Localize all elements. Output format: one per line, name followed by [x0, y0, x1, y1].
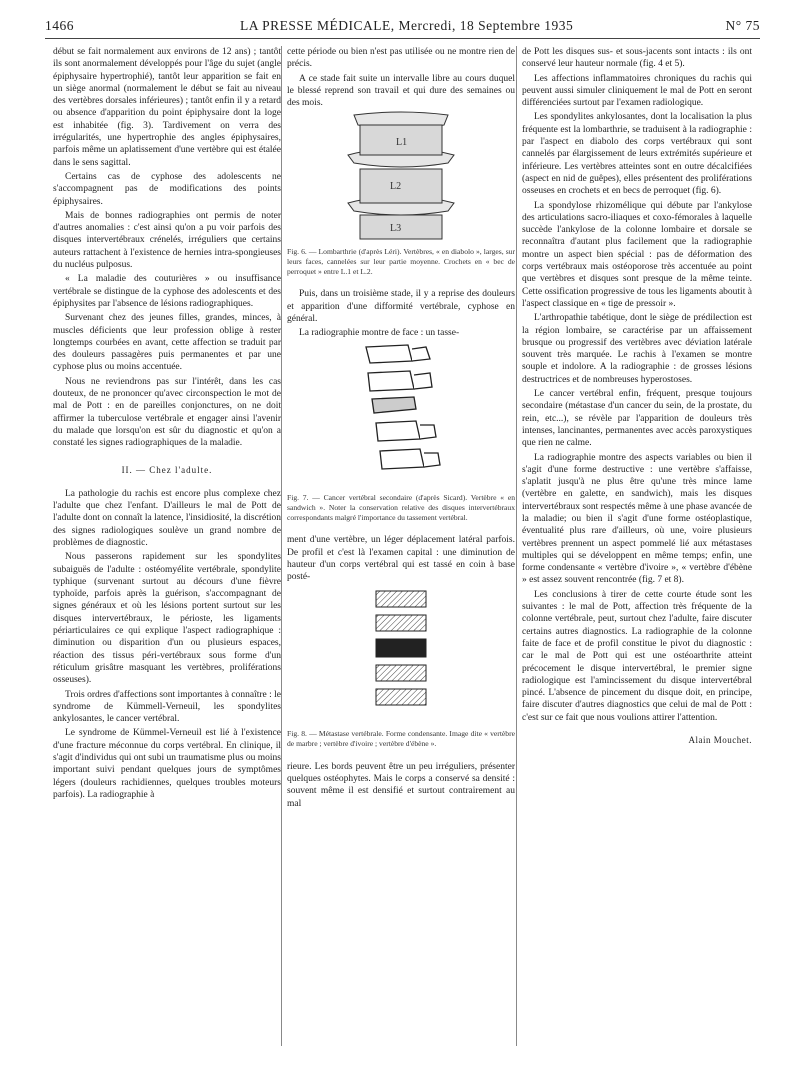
- running-header: [45, 14, 760, 36]
- author-signature: Alain Mouchet.: [688, 735, 752, 746]
- paragraph: La radiographie montre de face : un tasse-: [299, 328, 460, 339]
- paragraph: Les spondylites ankylosantes, dont la localisation la plus fréquente est la lombarthrie, se traduisent à la radiographie : par l'aspect en diabolo des corps vertébraux qui sont cannelés par élargissement de leurs extrémités supérieure et inférieure. Les vertèbres atteintes sont en outre décalcifiées (aspect en nid de guêpes), elles présentent des proliférations osseuses en crochets et en becs de perroquet (fig. 6).: [522, 112, 752, 197]
- figure-7-spine: [346, 341, 456, 489]
- paragraph: Le cancer vertébral enfin, fréquent, presque toujours secondaire (métastase d'un cancer du sein, de la prostate, du rein, etc...), se révèle par l'apparition de douleurs très intenses, lancinantes, permanentes avec accès paroxystiques que rien ne calme.: [522, 389, 752, 449]
- paragraph: Les affections inflammatoires chroniques du rachis qui peuvent aussi simuler cliniquement le mal de Pott en seront différenciées surtout par l'examen radiologique.: [522, 73, 752, 109]
- page-number: 1466: [45, 18, 74, 33]
- figure-6-caption: Fig. 6. — Lombarthrie (d'après Léri). Vertèbres, « en diabolo », larges, sur leurs faces, cannelées sur leur partie moyenne. Crochets en « bec de perroquet » entre L.1 et L.2.: [287, 247, 515, 276]
- paragraph: début se fait normalement aux environs de 12 ans) ; tantôt ils sont anormalement développés pour l'âge du sujet (angle épiphysaire hypertrophié), tantôt leur apparition se fait en un siège anormal (normalement le début se fait au niveau des vertèbres dorsales inférieures) ; tantôt enfin il y a retard ou absence d'apparition du point épiphysaire dont la loge est inhabitée (fig. 3). Tardivement on verra des irrégularités, une hypertrophie des angles épiphysaires, parfois même un aplatissement d'une vertèbre qui est étalée dans le sens sagittal.: [53, 47, 281, 168]
- paragraph: Les conclusions à tirer de cette courte étude sont les suivantes : le mal de Pott, affection très fréquente de la colonne vertébrale, peut, surtout chez l'adulte, faire discuter certains autres diagnostics. La radiographie de la colonne faite de face et de profil constitue le pivot du diagnostic : car le mal de Pott qui est une ostéoarthrite atteint précocement le disque intervertébral, le premier signe radiologique est l'amincissement du disque intervertébral pincé. L'absence de pincement du disque doit, en principe, faire discuter d'autres diagnostics que celui de mal de Pott : c'est sur ce fait que nous voulions attirer l'attention.: [522, 589, 752, 723]
- paragraph: Mais de bonnes radiographies ont permis de noter d'autres anomalies : c'est ainsi qu'on a pu voir parfois des disques intervertébraux crénelés, irréguliers que certains auteurs rattachent à l'existence de hernies intra-spongieuses du nucléus pulposus.: [53, 210, 281, 271]
- vertebra-label-l3: L3: [390, 223, 402, 235]
- paragraph: Survenant chez des jeunes filles, grandes, minces, à muscles déficients que leur profession oblige à rester longtemps courbées en avant, cette affection se traduit par des douleurs passagères puis permanentes et par une cyphose plus ou moins accentuée.: [53, 313, 281, 373]
- column-1: [53, 46, 281, 803]
- column-3: [522, 46, 752, 748]
- vertebra-label-l1: L1: [396, 137, 408, 149]
- figure-8-spine: [346, 585, 456, 725]
- paragraph: ment d'une vertèbre, un léger déplacement latéral parfois. De profil et c'est là l'examen capital : une diminution de hauteur d'un corps vertébral qui est tassé en coin à base posté-: [287, 535, 515, 583]
- figure-6-lombarthrie: [326, 111, 476, 243]
- paragraph: Certains cas de cyphose des adolescents ne s'accompagnent pas de modifications des points épiphysaires.: [53, 171, 281, 207]
- figure-8-caption: Fig. 8. — Métastase vertébrale. Forme condensante. Image dite « vertèbre de marbre ; vertèbre d'ivoire ; vertèbre d'ébène ».: [287, 729, 515, 749]
- paragraph: cette période ou bien n'est pas utilisée ou ne montre rien de précis.: [287, 47, 515, 70]
- section-heading: II. — Chez l'adulte.: [121, 464, 213, 475]
- journal-title: LA PRESSE MÉDICALE, Mercredi, 18 Septembre 1935: [240, 18, 574, 33]
- paragraph: Nous passerons rapidement sur les spondylites subaiguës de l'adulte : ostéomyélite vertébrale, spondylite typhique (survenant surtout au décours d'une fièvre typhoïde, parfois après la guérison, s'accompagnant de signes généraux et où les lésions portent surtout sur les disques intervertébraux, le périoste, les ligaments périarticulaires ce qui explique l'aspect radiographique : diminution ou disparition d'un ou plusieurs espaces, réaction des tissus péri-vertébraux sous forme d'un réticulum grisâtre masquant les vertèbres, proliférations osseuses).: [53, 552, 281, 686]
- column-2: [287, 46, 515, 812]
- condensed-vertebra: [376, 639, 426, 657]
- paragraph: A ce stade fait suite un intervalle libre au cours duquel le blessé reprend son travail et qui dure des semaines ou des mois.: [287, 73, 515, 109]
- paragraph: Puis, dans un troisième stade, il y a reprise des douleurs et apparition d'une difformité vertébrale, cyphose en général.: [287, 289, 515, 324]
- figure-7-caption: Fig. 7. — Cancer vertébral secondaire (d'après Sicard). Vertèbre « en sandwich ». Noter la conservation relative des disques intervertébraux correspondants malgré l'importance du tassement vertébral.: [287, 493, 515, 522]
- column-divider: [516, 46, 517, 1046]
- paragraph: L'arthropathie tabétique, dont le siège de prédilection est la région lombaire, se caractérise par un affaissement brusque ou progressif des vertèbres avec déviation latérale souvent très marquée. Le rachis à l'examen se montre souple et indolore. A la radiographie : de grosses lésions destructrices et de nombreuses hyperostoses.: [522, 313, 752, 385]
- paragraph: La pathologie du rachis est encore plus complexe chez l'adulte que chez l'enfant. D'ailleurs le mal de Pott de l'adulte dont on connaît la latence, l'insidiosité, la discrétion des signes radiologiques soulève un grand nombre de problèmes de diagnostic.: [53, 488, 281, 548]
- vertebra-label-l2: L2: [390, 181, 402, 193]
- paragraph: de Pott les disques sus- et sous-jacents sont intacts : ils ont conservé leur hauteur normale (fig. 4 et 5).: [522, 47, 752, 70]
- header-rule: [45, 38, 760, 39]
- paragraph: La radiographie montre des aspects variables ou bien il s'agit d'une forme destructive : une vertèbre s'affaisse, s'aplatit jusqu'à ne plus être qu'une très mince lame (vertèbre en galette, en sandwich), mais les disques intervertébraux sont respectés même à une phase avancée de la maladie; ou bien il s'agit d'une forme ostéoplastique, éventualité plus rare d'ailleurs, où une, voire plusieurs vertèbres prennent un aspect pommelé lié aux métastases multiples qui se développent en même temps; enfin, une forme condensante « vertèbre d'ivoire », « vertèbre d'ébène » est assez souvent rencontrée (fig. 7 et 8).: [522, 452, 752, 586]
- paragraph: rieure. Les bords peuvent être un peu irréguliers, présenter quelques ostéophytes. Mais le corps a conservé sa densité : souvent même il est densifié et surtout contrairement au mal: [287, 761, 515, 809]
- paragraph: « La maladie des couturières » ou insuffisance vertébrale se distingue de la cyphose des adolescents et des épiphysites par l'absence de lésions radiographiques.: [53, 274, 281, 309]
- paragraph: Nous ne reviendrons pas sur l'intérêt, dans les cas douteux, de ne prononcer qu'avec circonspection le mot de mal de Pott : en de pareilles conjonctures, on ne doit affirmer la tuberculose vertébrale et engager ainsi l'avenir du malade que lorsqu'on est sûr du diagnostic et qu'on a constaté les signes radiographiques de la maladie.: [53, 376, 281, 449]
- issue-number: N° 75: [725, 18, 760, 33]
- paragraph: Le syndrome de Kümmel-Verneuil est lié à l'existence d'une fracture méconnue du corps vertébral. En clinique, il s'agit d'individus qui ont subi un traumatisme plus ou moins important suivi pendant quelques jours de symptômes légers (douleurs rachidiennes, quelques troubles moteurs parfois). La radiographie à: [53, 728, 281, 800]
- paragraph: La spondylose rhizomélique qui débute par l'ankylose des articulations sacro-iliaques et coxo-fémorales à laquelle succède l'ankylose de la colonne lombaire et dorsale se reconnaîtra d'autant plus facilement que la radiographie montre un aspect bien spécial : pas de déformation des corps vertébraux mais ostéoporose très accentuée au point que vertèbres et disques sont presque de la même teinte. Cette ossification progressive de tous les ligaments aboutit à l'aspect classique en « tige de pressoir ».: [522, 200, 752, 309]
- column-divider: [281, 46, 282, 1046]
- paragraph: Trois ordres d'affections sont importantes à connaître : le syndrome de Kümmell-Verneuil, les spondylites ankylosantes, le cancer vertébral.: [53, 689, 281, 725]
